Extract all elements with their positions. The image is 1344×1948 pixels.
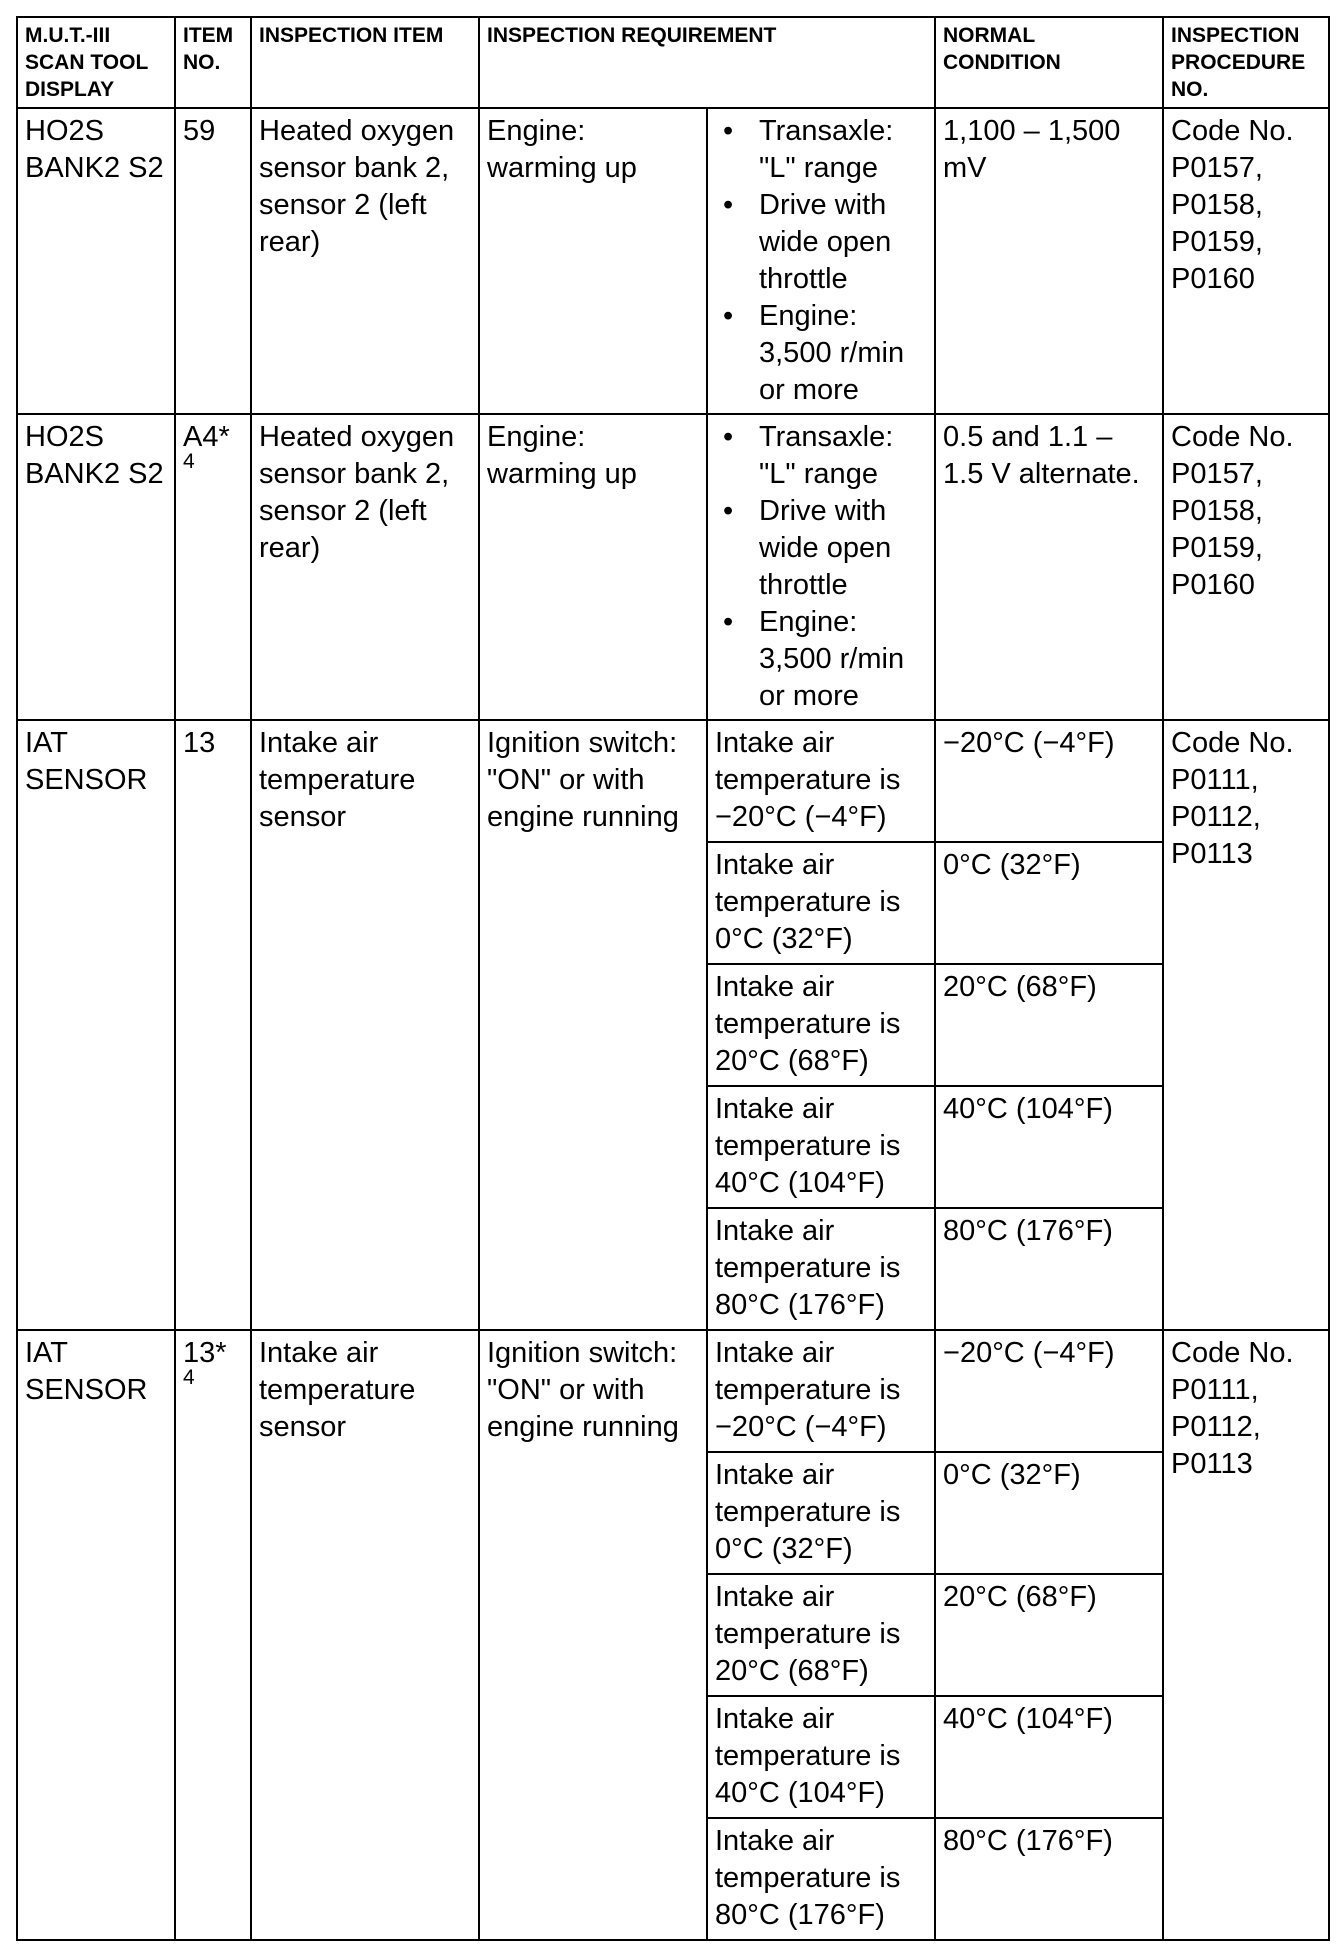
header-requirement: INSPECTION REQUIREMENT <box>479 17 935 108</box>
header-item: INSPECTION ITEM <box>251 17 479 108</box>
cell-procedure: Code No. P0111, P0112, P0113 <box>1163 1330 1329 1940</box>
table-row <box>17 414 1329 720</box>
cell-condition: Intake air temperature is 80°C (176°F) <box>707 1208 935 1330</box>
cell-item-no: 59 <box>175 108 251 414</box>
header-display: M.U.T.-III SCAN TOOL DISPLAY <box>17 17 175 108</box>
cell-requirement-detail <box>707 414 935 720</box>
cell-item: Intake air temperature sensor <box>251 1330 479 1940</box>
cell-procedure: Code No. P0111, P0112, P0113 <box>1163 720 1329 1330</box>
cell-normal: −20°C (−4°F) <box>935 1330 1163 1452</box>
cell-requirement: Ignition switch: "ON" or with engine running <box>479 1330 707 1940</box>
cell-item: Intake air temperature sensor <box>251 720 479 1330</box>
list-item: • Transaxle: "L" range <box>723 115 894 184</box>
cell-normal: 20°C (68°F) <box>935 964 1163 1086</box>
header-normal: NORMAL CONDITION <box>935 17 1163 108</box>
cell-condition: Intake air temperature is 0°C (32°F) <box>707 1452 935 1574</box>
cell-item: Heated oxygen sensor bank 2, sensor 2 (left rear) <box>251 414 479 720</box>
header-procedure: INSPECTION PROCEDURE NO. <box>1163 17 1329 108</box>
list-item: • Drive with wide open throttle <box>723 189 892 295</box>
cell-item-no: 13 <box>175 720 251 1330</box>
cell-item-no: 13* 4 <box>175 1330 251 1940</box>
bullet-list <box>715 419 928 715</box>
cell-display: IAT SENSOR <box>17 720 175 1330</box>
cell-condition: Intake air temperature is 80°C (176°F) <box>707 1818 935 1940</box>
cell-requirement: Ignition switch: "ON" or with engine running <box>479 720 707 1330</box>
table-row <box>17 720 1329 842</box>
list-item: • Drive with wide open throttle <box>723 495 892 601</box>
cell-normal: 20°C (68°F) <box>935 1574 1163 1696</box>
cell-condition: Intake air temperature is 40°C (104°F) <box>707 1086 935 1208</box>
cell-normal: 0°C (32°F) <box>935 1452 1163 1574</box>
cell-condition: Intake air temperature is 0°C (32°F) <box>707 842 935 964</box>
header-item-no: ITEM NO. <box>175 17 251 108</box>
cell-normal: 40°C (104°F) <box>935 1696 1163 1818</box>
inspection-table <box>16 16 1330 1941</box>
cell-condition: Intake air temperature is −20°C (−4°F) <box>707 1330 935 1452</box>
table-row <box>17 1330 1329 1452</box>
cell-condition: Intake air temperature is 40°C (104°F) <box>707 1696 935 1818</box>
cell-item-no: A4* 4 <box>175 414 251 720</box>
cell-requirement-detail <box>707 108 935 414</box>
bullet-list <box>715 113 928 409</box>
table-row <box>17 108 1329 414</box>
list-item: • Transaxle: "L" range <box>723 421 894 490</box>
cell-condition: Intake air temperature is 20°C (68°F) <box>707 964 935 1086</box>
cell-condition: Intake air temperature is −20°C (−4°F) <box>707 720 935 842</box>
cell-requirement: Engine: warming up <box>479 414 707 720</box>
list-item: • Engine: 3,500 r/min or more <box>723 300 905 406</box>
cell-procedure: Code No. P0157, P0158, P0159, P0160 <box>1163 108 1329 414</box>
list-item: • Engine: 3,500 r/min or more <box>723 606 905 712</box>
cell-condition: Intake air temperature is 20°C (68°F) <box>707 1574 935 1696</box>
cell-normal: 80°C (176°F) <box>935 1208 1163 1330</box>
cell-display: IAT SENSOR <box>17 1330 175 1940</box>
header-row <box>17 17 1329 108</box>
cell-normal: 40°C (104°F) <box>935 1086 1163 1208</box>
cell-display: HO2S BANK2 S2 <box>17 108 175 414</box>
cell-normal: −20°C (−4°F) <box>935 720 1163 842</box>
cell-requirement: Engine: warming up <box>479 108 707 414</box>
cell-normal: 1,100 – 1,500 mV <box>935 108 1163 414</box>
cell-procedure: Code No. P0157, P0158, P0159, P0160 <box>1163 414 1329 720</box>
cell-normal: 80°C (176°F) <box>935 1818 1163 1940</box>
cell-item: Heated oxygen sensor bank 2, sensor 2 (left rear) <box>251 108 479 414</box>
cell-normal: 0°C (32°F) <box>935 842 1163 964</box>
cell-display: HO2S BANK2 S2 <box>17 414 175 720</box>
cell-normal: 0.5 and 1.1 – 1.5 V alternate. <box>935 414 1163 720</box>
